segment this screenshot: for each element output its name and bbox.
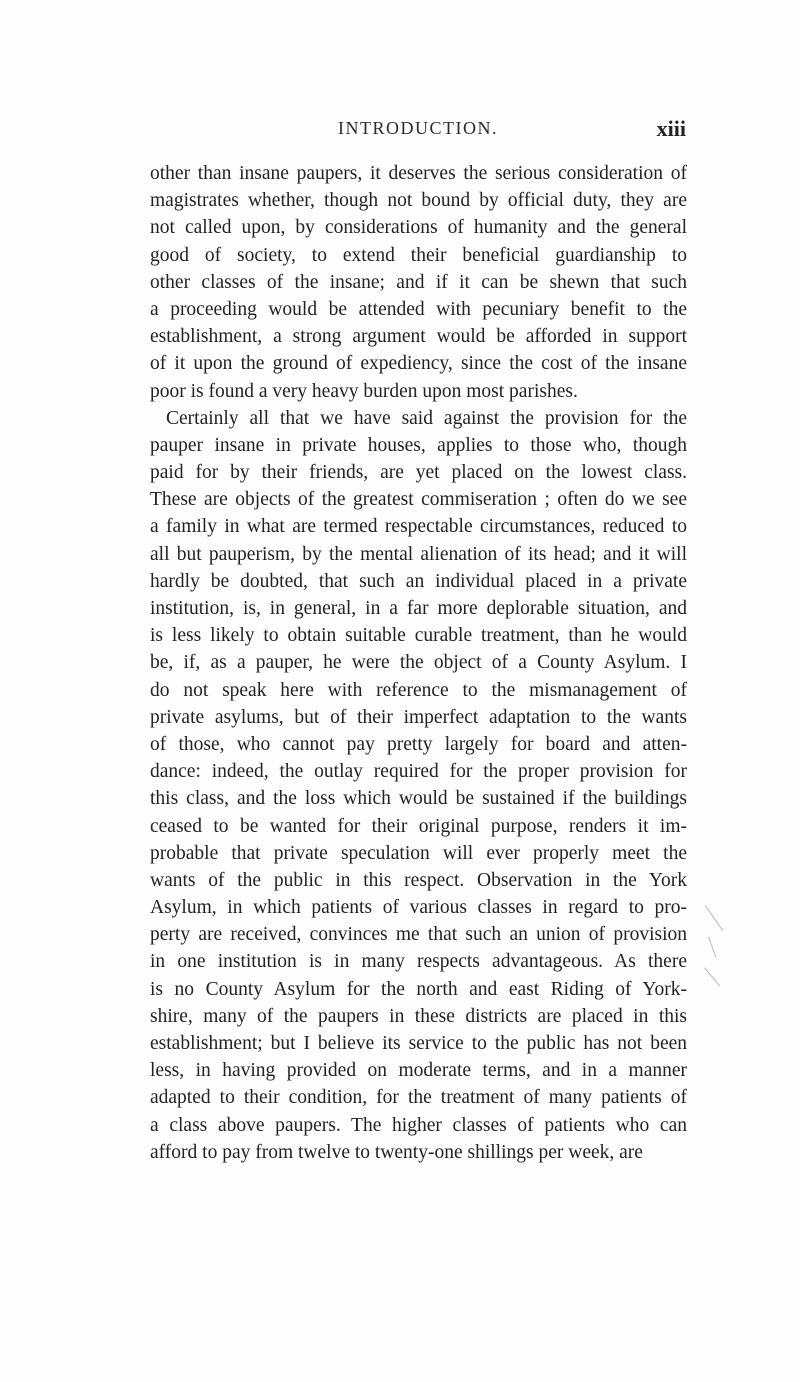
body-text	[150, 160, 687, 1166]
text-line: paid for by their friends, are yet placed on the lowest class.	[150, 462, 687, 484]
text-line: this class, and the loss which would be sustained if the buildings	[150, 788, 687, 810]
page-number: xiii	[656, 116, 686, 141]
margin-pencil-mark	[704, 967, 720, 986]
text-line: less, in having provided on moderate terms, and in a manner	[150, 1060, 687, 1082]
text-line: is less likely to obtain suitable curable treatment, than he would	[150, 625, 687, 647]
text-line: dance: indeed, the outlay required for the proper provision for	[150, 761, 687, 783]
margin-pencil-mark	[708, 937, 716, 958]
text-line: all but pauperism, by the mental alienation of its head; and it will	[150, 543, 687, 565]
text-line: not called upon, by considerations of humanity and the general	[150, 217, 687, 239]
text-line: a family in what are termed respectable circumstances, reduced to	[150, 516, 687, 538]
text-line: establishment; but I believe its service to the public has not been	[150, 1033, 687, 1054]
text-line: shire, many of the paupers in these districts are placed in this	[150, 1005, 687, 1027]
text-line: institution, is, in general, in a far more deplorable situation, and	[150, 598, 687, 619]
text-line: Asylum, in which patients of various classes in regard to pro-	[150, 897, 687, 919]
text-line: other classes of the insane; and if it can be shewn that such	[150, 271, 687, 293]
text-line: good of society, to extend their beneficial guardianship to	[150, 244, 687, 266]
text-line: a proceeding would be attended with pecuniary benefit to the	[150, 298, 687, 320]
margin-pencil-mark	[705, 905, 723, 930]
text-line: afford to pay from twelve to twenty-one shillings per week, are	[150, 1141, 643, 1163]
text-line: of those, who cannot pay pretty largely for board and atten-	[150, 733, 687, 755]
text-line: in one institution is in many respects advantageous. As there	[150, 951, 687, 973]
running-head	[150, 118, 686, 148]
text-line: adapted to their condition, for the treatment of many patients of	[150, 1087, 687, 1109]
text-line: do not speak here with reference to the mismanagement of	[150, 679, 687, 701]
text-line: establishment, a strong argument would be afforded in support	[150, 326, 687, 348]
text-line: These are objects of the greatest commiseration ; often do we see	[150, 489, 687, 511]
text-line: a class above paupers. The higher classes of patients who can	[150, 1114, 687, 1136]
text-line: of it upon the ground of expediency, since the cost of the insane	[150, 353, 687, 375]
text-line: probable that private speculation will ever properly meet the	[150, 842, 687, 864]
text-line: pauper insane in private houses, applies to those who, though	[150, 434, 687, 456]
text-line: magistrates whether, though not bound by official duty, they are	[150, 190, 687, 212]
text-line: perty are received, convinces me that such an union of provision	[150, 924, 687, 946]
text-line: poor is found a very heavy burden upon most parishes.	[150, 380, 578, 402]
text-line: hardly be doubted, that such an individual placed in a private	[150, 570, 687, 592]
text-line: is no County Asylum for the north and east Riding of York-	[150, 978, 687, 1000]
text-line: be, if, as a pauper, he were the object of a County Asylum. I	[150, 652, 687, 674]
text-line: ceased to be wanted for their original purpose, renders it im-	[150, 815, 687, 837]
text-line: private asylums, but of their imperfect adaptation to the wants	[150, 706, 687, 728]
text-line: Certainly all that we have said against the provision for the	[166, 407, 687, 429]
running-title: INTRODUCTION.	[338, 118, 498, 138]
text-line: other than insane paupers, it deserves the serious consideration of	[150, 163, 687, 184]
text-line: wants of the public in this respect. Observation in the York	[150, 869, 687, 891]
